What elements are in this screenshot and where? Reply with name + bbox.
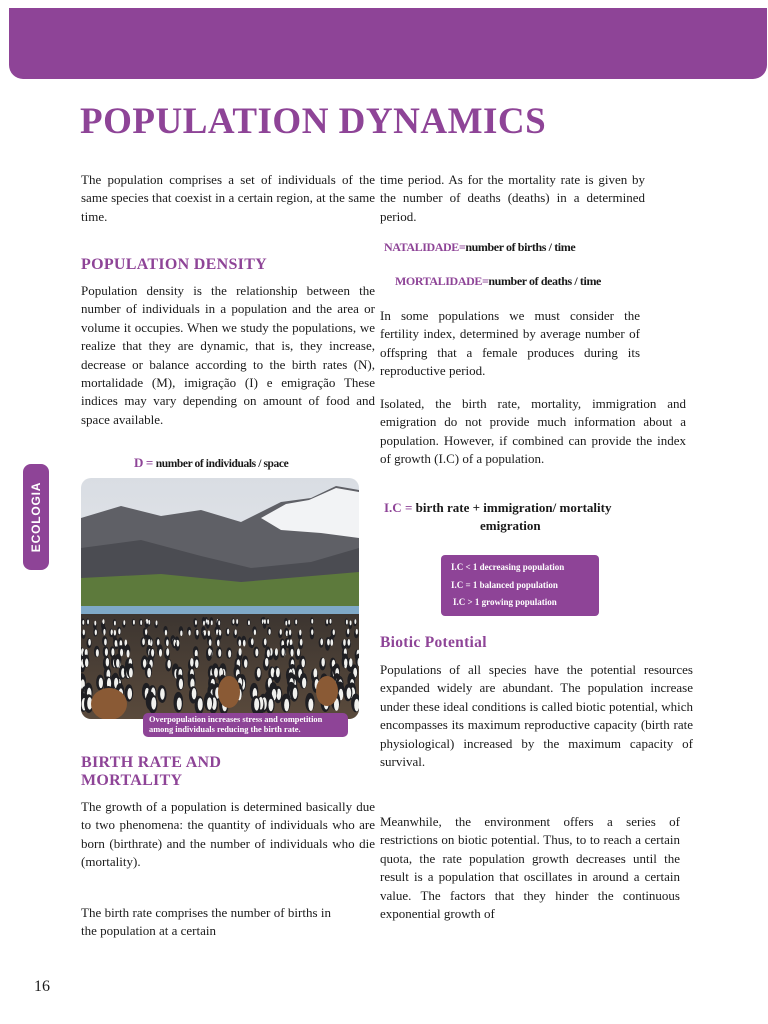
birth-paragraph-2: The birth rate comprises the number of births in the population at a certain	[81, 905, 331, 939]
mortalidade-rest: number of deaths / time	[488, 274, 601, 288]
birth-paragraph-1: The growth of a population is determined basically due to two phenomena: the quantity of individuals who are born (birthrate) and the number of individuals who die (mortality).	[81, 799, 375, 870]
mortalidade-key: MORTALIDADE=	[395, 274, 489, 288]
ic-legend-box	[441, 555, 599, 616]
birth-mortality-heading-text: BIRTH RATE AND MORTALITY	[81, 754, 222, 789]
ic-formula	[384, 500, 611, 534]
biotic-paragraph-1: Populations of all species have the potential resources expanded widely are abundant. The population increase under these ideal conditions is called biotic potential, which encompasses its maximum reproductive capacity (birth rate physiological) increased by the maximum capacity of survival.	[380, 662, 693, 770]
ic-formula-line1: birth rate + immigration/ mortality	[415, 500, 612, 515]
ic-formula-key: I.C =	[384, 500, 413, 515]
density-formula-rest: number of individuals / space	[155, 458, 289, 470]
side-tab-label: ECOLOGIA	[29, 481, 43, 553]
ic-formula-line2: emigration	[480, 518, 541, 533]
density-text: Population density is the relationship between the number of individuals in a population and the area or volume it occupies. When we study the populations, we realize that they are dynamic, that is, they increase, decrease or balance according to the birth rates (N), mortalidade (M), imigração (I) e emigração These indices may vary depending on amount of food and space available.	[81, 283, 375, 427]
density-heading: POPULATION DENSITY	[81, 256, 268, 273]
photo-caption: Overpopulation increases stress and competition among individuals reducing the birth rate.	[143, 713, 348, 737]
natalidade-key: NATALIDADE=	[384, 240, 466, 254]
page-number: 16	[34, 978, 50, 995]
ic-legend-balanced: I.C = 1 balanced population	[451, 579, 558, 590]
natalidade-rest: number of births / time	[465, 240, 576, 254]
density-formula	[134, 455, 288, 471]
biotic-heading: Biotic Potential	[380, 634, 487, 651]
natalidade-formula	[384, 240, 575, 255]
header-band	[9, 8, 767, 79]
penguin-colony-photo	[81, 478, 359, 719]
mortalidade-formula	[395, 274, 601, 289]
birth-mortality-heading	[81, 754, 261, 790]
intro-right: time period. As for the mortality rate is given by the number of deaths (deaths) in a determined period.	[380, 172, 645, 224]
density-formula-key: D =	[134, 455, 156, 470]
section-side-tab	[23, 464, 49, 570]
intro-left: The population comprises a set of individuals of the same species that coexist in a certain region, at the same time.	[81, 172, 375, 224]
page-title: POPULATION DYNAMICS	[80, 101, 547, 142]
isolated-paragraph: Isolated, the birth rate, mortality, immigration and emigration do not provide much information about a population. However, if combined can provide the index of growth (I.C) of a population.	[380, 396, 686, 467]
biotic-paragraph-2: Meanwhile, the environment offers a series of restrictions on biotic potential. Thus, to to reach a certain quota, the rate population growth decreases until the result is a population that oscillates in around a certain value. The factors that they hinder the continuous exponential growth of	[380, 814, 680, 922]
ic-legend-decreasing: I.C < 1 decreasing population	[451, 562, 565, 572]
fertility-paragraph: In some populations we must consider the fertility index, determined by average number of offspring that a female produces during its reproductive period.	[380, 308, 640, 379]
ic-legend-growing: I.C > 1 growing population	[453, 597, 557, 607]
